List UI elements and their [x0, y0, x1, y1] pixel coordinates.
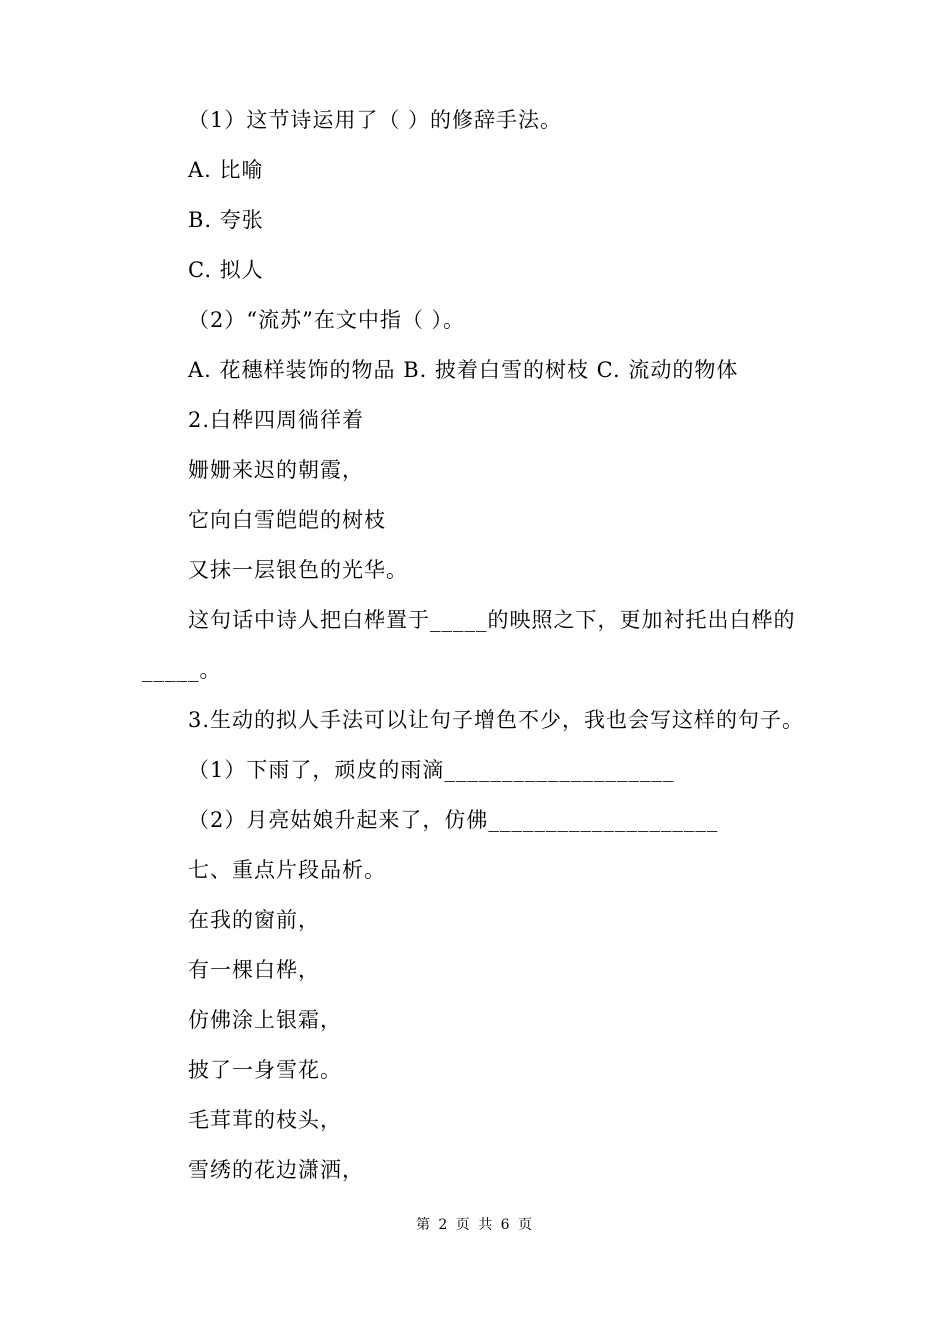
- page-footer: 第 2 页 共 6 页: [415, 1217, 535, 1233]
- question-1-2-options: A. 花穗样装饰的物品 B. 披着白雪的树枝 C. 流动的物体: [188, 358, 739, 382]
- section-7-heading: 七、重点片段品析。: [188, 858, 386, 882]
- option-b: B. 夸张: [188, 208, 264, 232]
- excerpt-line-5: 毛茸茸的枝头，: [188, 1108, 342, 1132]
- poem-line-2: 姗姗来迟的朝霞，: [188, 458, 364, 482]
- option-a: A. 比喻: [188, 158, 264, 182]
- question-3: 3.生动的拟人手法可以让句子增色不少，我也会写这样的句子。: [188, 708, 805, 732]
- question-2-poem-line-1: 2.白桦四周徜徉着: [188, 408, 365, 432]
- excerpt-line-6: 雪绣的花边潇洒，: [188, 1158, 364, 1182]
- option-c: C. 拟人: [188, 258, 264, 282]
- question-1-1: （1）这节诗运用了（ ）的修辞手法。: [188, 108, 563, 132]
- question-1-2: （2）“流苏”在文中指（ ）。: [188, 308, 466, 332]
- excerpt-line-3: 仿佛涂上银霜，: [188, 1008, 342, 1032]
- excerpt-line-4: 披了一身雪花。: [188, 1058, 342, 1082]
- question-2-prompt-continued: _____。: [142, 658, 222, 682]
- question-3-2: （2）月亮姑娘升起来了，仿佛____________________: [188, 808, 719, 832]
- poem-line-4: 又抹一层银色的光华。: [188, 558, 408, 582]
- excerpt-line-2: 有一棵白桦，: [188, 958, 320, 982]
- question-2-prompt: 这句话中诗人把白桦置于_____的映照之下，更加衬托出白桦的: [188, 608, 796, 632]
- question-3-1: （1）下雨了，顽皮的雨滴____________________: [188, 758, 675, 782]
- poem-line-3: 它向白雪皑皑的树枝: [188, 508, 386, 532]
- excerpt-line-1: 在我的窗前，: [188, 908, 320, 932]
